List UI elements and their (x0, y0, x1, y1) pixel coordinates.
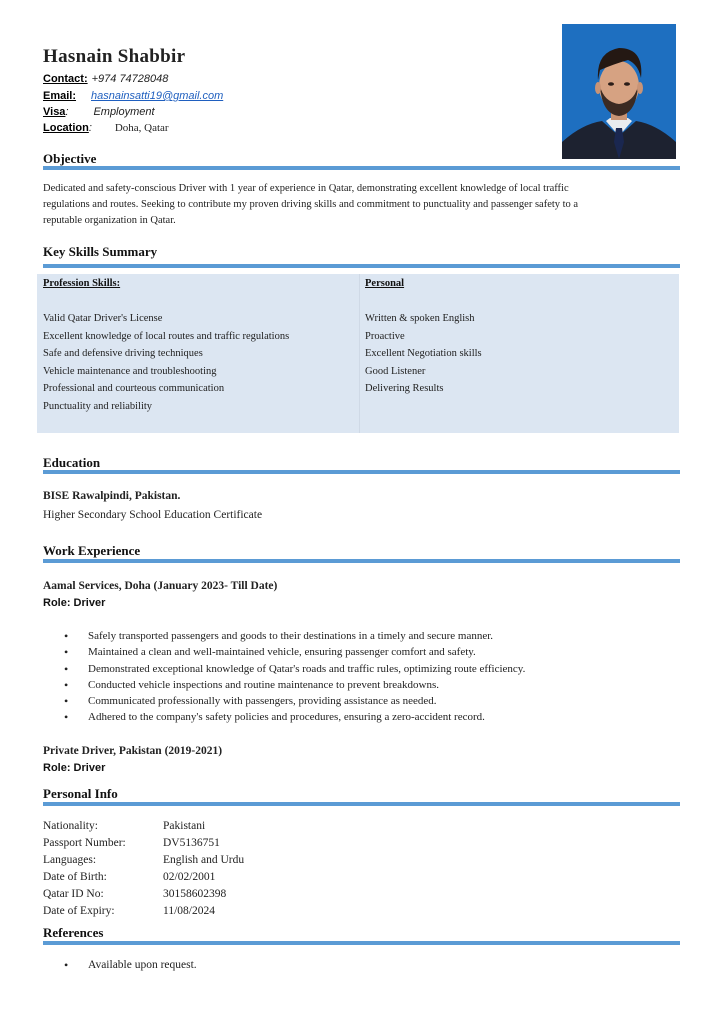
personal-skills-list (365, 310, 482, 398)
pi-value: English and Urdu (163, 854, 245, 866)
pi-key: Date of Expiry: (43, 905, 115, 917)
list-item: Professional and courteous communication (43, 383, 225, 395)
contact-value: +974 74728048 (91, 73, 169, 85)
visa-label: Visa (43, 106, 66, 118)
list-item: Excellent knowledge of local routes and traffic regulations (43, 330, 290, 342)
email-label: Email: (43, 90, 77, 102)
location-sep: : (88, 122, 92, 134)
table-row (43, 852, 244, 869)
skills-divider (359, 274, 360, 433)
references-list (64, 957, 197, 973)
objective-line: regulations and routes. Seeking to contribute my proven driving skills and commitment to punctuality and passenger safety to a (43, 199, 579, 210)
list-item: Proactive (365, 330, 405, 342)
list-item: Delivering Results (365, 383, 444, 395)
job2-role: Role: Driver (43, 762, 106, 774)
list-item: • Adhered to the company's safety policies and procedures, ensuring a zero-accident record. (64, 709, 525, 725)
list-item: Good Listener (365, 365, 426, 377)
personal-skills-heading: Personal (365, 278, 405, 289)
job1-role: Role: Driver (43, 597, 106, 609)
objective-rule (43, 166, 680, 170)
pi-key: Qatar ID No: (43, 888, 104, 900)
list-item: • Conducted vehicle inspections and routine maintenance to prevent breakdowns. (64, 677, 525, 693)
list-item: • Available upon request. (64, 957, 197, 973)
skills-rule (43, 264, 680, 268)
table-row (43, 886, 244, 903)
personal-info-rule (43, 802, 680, 806)
list-item: • Maintained a clean and well-maintained vehicle, ensuring passenger comfort and safety. (64, 644, 525, 660)
list-item: Valid Qatar Driver's License (43, 313, 163, 324)
profile-photo (562, 24, 676, 159)
pi-key: Nationality: (43, 820, 98, 832)
candidate-name: Hasnain Shabbir (43, 46, 186, 67)
email-link[interactable]: hasnainsatti19@gmail.com (91, 90, 224, 102)
table-row (43, 903, 244, 920)
job1-company: Aamal Services, Doha (January 2023- Till Date) (43, 580, 278, 592)
table-row (43, 818, 244, 835)
contact-line (43, 69, 168, 87)
job2-company: Private Driver, Pakistan (2019-2021) (43, 745, 223, 757)
work-rule (43, 559, 680, 563)
visa-value: Employment (93, 106, 155, 118)
location-label: Location (43, 122, 89, 134)
skills-title: Key Skills Summary (43, 244, 158, 259)
list-item: Safe and defensive driving techniques (43, 348, 203, 360)
education-rule (43, 470, 680, 474)
location-value: Doha, Qatar (114, 122, 169, 134)
references-rule (43, 941, 680, 945)
pi-value: 02/02/2001 (163, 871, 216, 883)
profession-skills-list (43, 310, 289, 416)
job1-bullets (64, 628, 525, 726)
pi-key: Languages: (43, 854, 97, 866)
profession-skills-heading: Profession Skills: (43, 278, 121, 289)
pi-value: DV5136751 (163, 837, 220, 849)
objective-line: Dedicated and safety-conscious Driver with 1 year of experience in Qatar, demonstrating excellent knowledge of local traffic (43, 183, 569, 194)
objective-line: reputable organization in Qatar. (43, 215, 176, 226)
table-row (43, 835, 244, 852)
pi-key: Date of Birth: (43, 871, 107, 883)
education-certificate: Higher Secondary School Education Certificate (43, 509, 263, 521)
list-item: Excellent Negotiation skills (365, 348, 482, 360)
list-item: Punctuality and reliability (43, 400, 153, 412)
objective-text (43, 181, 673, 229)
work-title: Work Experience (43, 543, 141, 558)
personal-info-table (43, 818, 244, 920)
personal-info-title: Personal Info (43, 786, 118, 801)
pi-value: 11/08/2024 (163, 905, 215, 917)
location-line (43, 118, 169, 136)
list-item: • Communicated professionally with passengers, providing assistance as needed. (64, 693, 525, 709)
pi-value: 30158602398 (163, 888, 227, 900)
education-title: Education (43, 455, 101, 470)
table-row (43, 869, 244, 886)
contact-label: Contact: (43, 73, 88, 85)
profile-photo-icon (562, 24, 676, 159)
objective-title: Objective (43, 151, 97, 166)
pi-key: Passport Number: (43, 837, 126, 849)
education-school: BISE Rawalpindi, Pakistan. (43, 490, 181, 502)
pi-value: Pakistani (163, 820, 206, 832)
list-item: Vehicle maintenance and troubleshooting (43, 365, 217, 377)
list-item: • Safely transported passengers and goods to their destinations in a timely and secure manner. (64, 628, 525, 644)
references-title: References (43, 925, 104, 940)
visa-sep: : (65, 106, 69, 118)
list-item: Written & spoken English (365, 313, 475, 324)
list-item: • Demonstrated exceptional knowledge of Qatar's roads and traffic rules, optimizing route efficiency. (64, 661, 525, 677)
